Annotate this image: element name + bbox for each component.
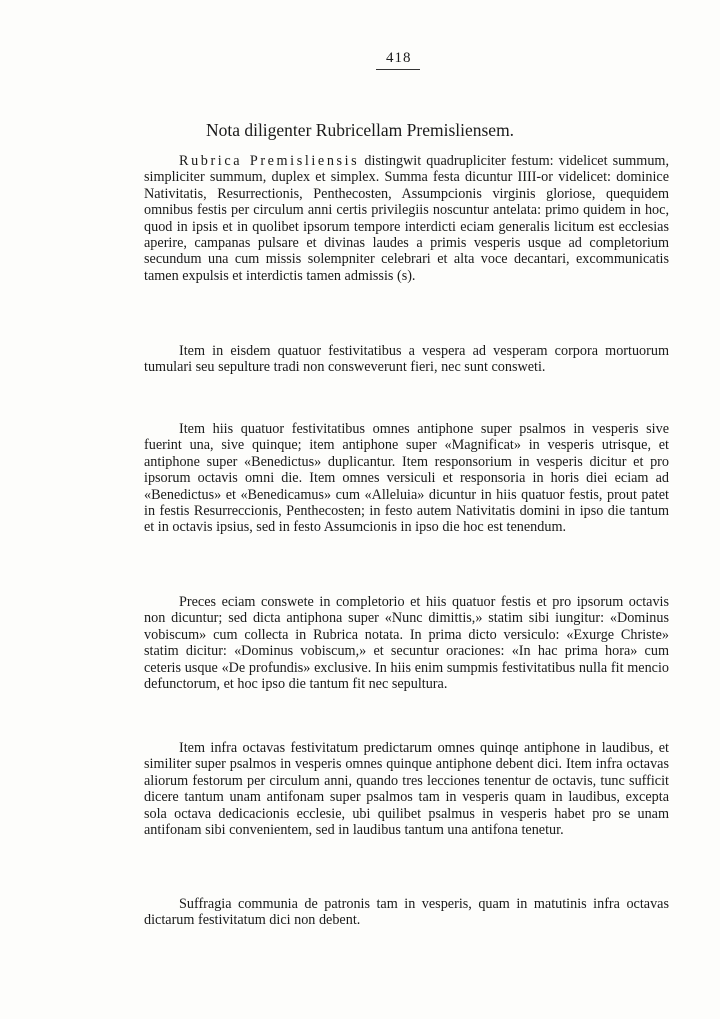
paragraph-3	[144, 421, 669, 536]
paragraph-2	[144, 343, 669, 376]
paragraph-5	[144, 740, 669, 838]
page-number: 418	[376, 50, 420, 70]
paragraph-text: distingwit quadrupliciter festum: videlicet summum, simpliciter summum, duplex et simplex. Summa festa dicuntur IIII-or videlicet: dominice Nativitatis, Resurrectionis, Penthecosten, Assumpcionis virginis gloriose, quequidem omnibus festis per circulum anni certis privilegiis noscuntur antelata: primo quidem in hoc, quod in ipsis et in quolibet ipsorum tempore interdicti eciam generalis licitum est ecclesias aperire, campanas pulsare et divinas laudes a primis vesperis usque ad completorium secundum una cum missis solempniter celebrari et alta voce decantari, excommunicatis tamen expulsis et interdictis tamen admissis (s).	[144, 153, 669, 284]
paragraph-6	[144, 896, 669, 929]
paragraph-text: Item hiis quatuor festivitatibus omnes antiphone super psalmos in vesperis sive fuerint una, sive quinque; item antiphone super «Magnificat» in vesperis utrisque, et antiphone super «Benedictus» duplicantur. Item responsorium in vesperis dicitur et pro ipsorum octavis omni die. Item omnes versiculi et responsoria in horis diei eciam ad «Benedictus» et «Benedicamus» cum «Alleluia» dicuntur in hiis quatuor festis, prout patet in festis Resurreccionis, Penthecosten; in festo autem Nativitatis domini in ipso die tantum et in octavis ipsius, sed in festo Assumcionis in ipso die hoc est tenendum.	[144, 421, 669, 536]
section-title: Nota diligenter Rubricellam Premisliensem.	[205, 120, 515, 140]
paragraph-text: Suffragia communia de patronis tam in vesperis, quam in matutinis infra octavas dictarum festivitatum dici non debent.	[144, 896, 669, 929]
paragraph-text: Item infra octavas festivitatum predictarum omnes quinqe antiphone in laudibus, et similiter super psalmos in vesperis omnes quinque antiphone debent dici. Item infra octavas aliorum festorum per circulum anni, quando tres lecciones tenentur de octavis, tunc sufficit dicere tantum unam antifonam super psalmos tam in vesperis quam in laudibus, excepta sola octava dedicacionis ecclesie, ubi quilibet psalmus in vesperis habet pro se unam antifonam sibi convenientem, sed in laudibus tantum una antifona tenetur.	[144, 740, 669, 839]
paragraph-text: Item in eisdem quatuor festivitatibus a vespera ad vesperam corpora mortuorum tumulari seu sepulture tradi non consweverunt fieri, nec sunt consweti.	[144, 343, 669, 376]
paragraph-4	[144, 594, 669, 692]
rubric-lead: Rubrica Premisliensis	[179, 153, 360, 169]
paragraph-text: Preces eciam conswete in completorio et hiis quatuor festis et pro ipsorum octavis non dicuntur; sed dicta antiphona super «Nunc dimittis,» statim sibi iungitur: «Dominus vobiscum» cum collecta in Rubrica notata. In prima dicto versiculo: «Exurge Christe» statim dicitur: «Dominus vobiscum,» et secuntur oraciones: «In hac prima hora» cum ceteris usque «De profundis» exclusive. In hiis enim sumpmis festivitatibus nulla fit mencio defunctorum, et hoc ipso die tantum fit nec sepultura.	[144, 594, 669, 693]
paragraph-1	[144, 153, 669, 284]
